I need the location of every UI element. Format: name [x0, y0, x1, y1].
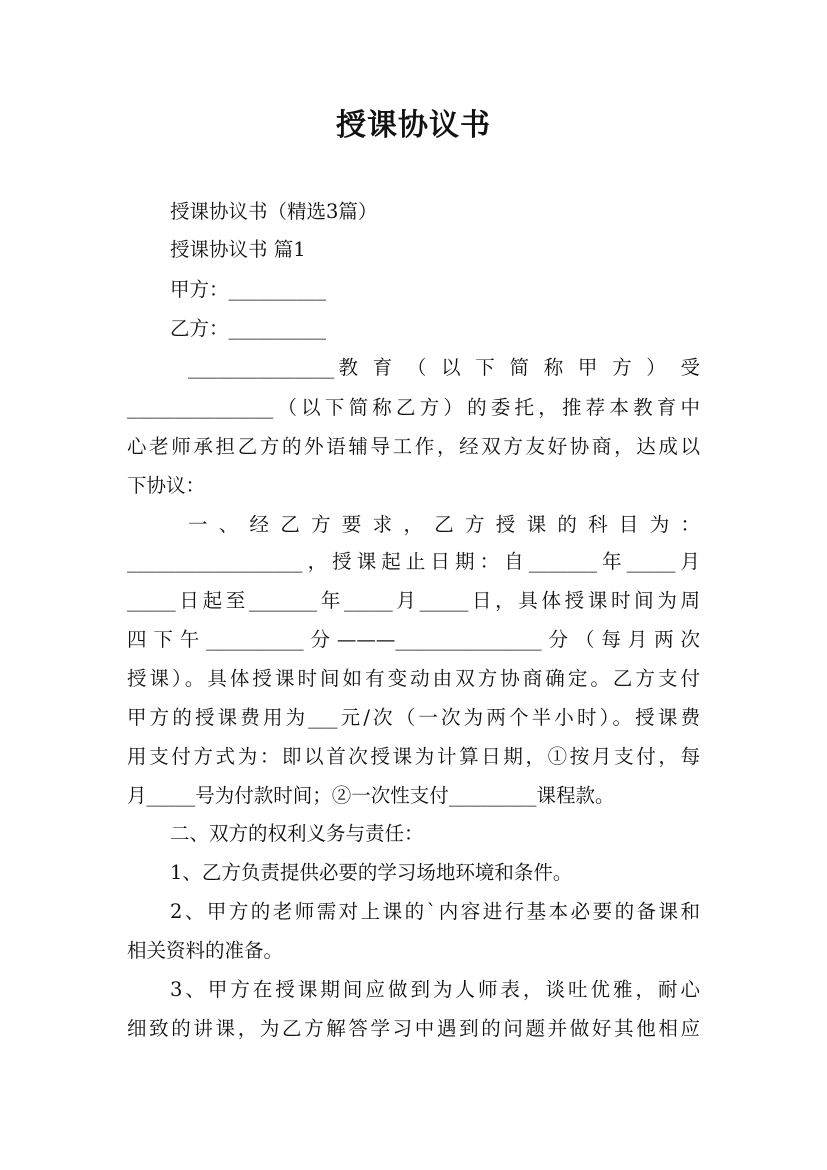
section-heading: 授课协议书 篇1: [170, 238, 306, 261]
paragraph-line: 用支付方式为：即以首次授课为计算日期，①按月支付，每: [127, 745, 700, 768]
paragraph-line: 四下午__________分———_______________分（每月两次: [127, 628, 700, 651]
paragraph-line: _____日起至_______年_____月_____日，具体授课时间为周: [127, 589, 700, 612]
paragraph-line: 月_____号为付款时间；②一次性支付_________课程款。: [127, 784, 615, 807]
subtitle-line: 授课协议书（精选3篇）: [170, 200, 378, 223]
clause-line: 1、乙方负责提供必要的学习场地环境和条件。: [170, 861, 573, 884]
paragraph-line: _______________（以下简称乙方）的委托，推荐本教育中: [127, 396, 700, 419]
paragraph-line: 一 、 经 乙 方 要 求 ， 乙 方 授 课 的 科 目 为 ：: [188, 513, 700, 536]
clause-line: 相关资料的准备。: [127, 939, 284, 962]
party-b-line: 乙方：__________: [170, 317, 327, 340]
clause-line: 2、甲方的老师需对上课的`内容进行基本必要的备课和: [170, 900, 700, 923]
clause-line: 细致的讲课，为乙方解答学习中遇到的问题并做好其他相应: [127, 1017, 700, 1040]
paragraph-line: 甲方的授课费用为___元/次（一次为两个半小时）。授课费: [127, 706, 700, 729]
paragraph-line: 授课）。具体授课时间如有变动由双方协商确定。乙方支付: [127, 667, 700, 690]
party-a-line: 甲方：__________: [170, 278, 327, 301]
paragraph-line: _______________教 育 （ 以 下 简 称 甲 方 ） 受: [188, 356, 700, 379]
document-title: 授课协议书: [336, 108, 491, 143]
paragraph-line: __________________，授课起止日期：自_______年_____月: [127, 550, 700, 573]
paragraph-line: 心老师承担乙方的外语辅导工作，经双方友好协商，达成以: [127, 435, 700, 458]
paragraph-line: 下协议：: [127, 474, 206, 497]
clause-line: 3、甲方在授课期间应做到为人师表，谈吐优雅，耐心: [170, 978, 700, 1001]
section-heading: 二、双方的权利义务与责任：: [170, 822, 424, 845]
